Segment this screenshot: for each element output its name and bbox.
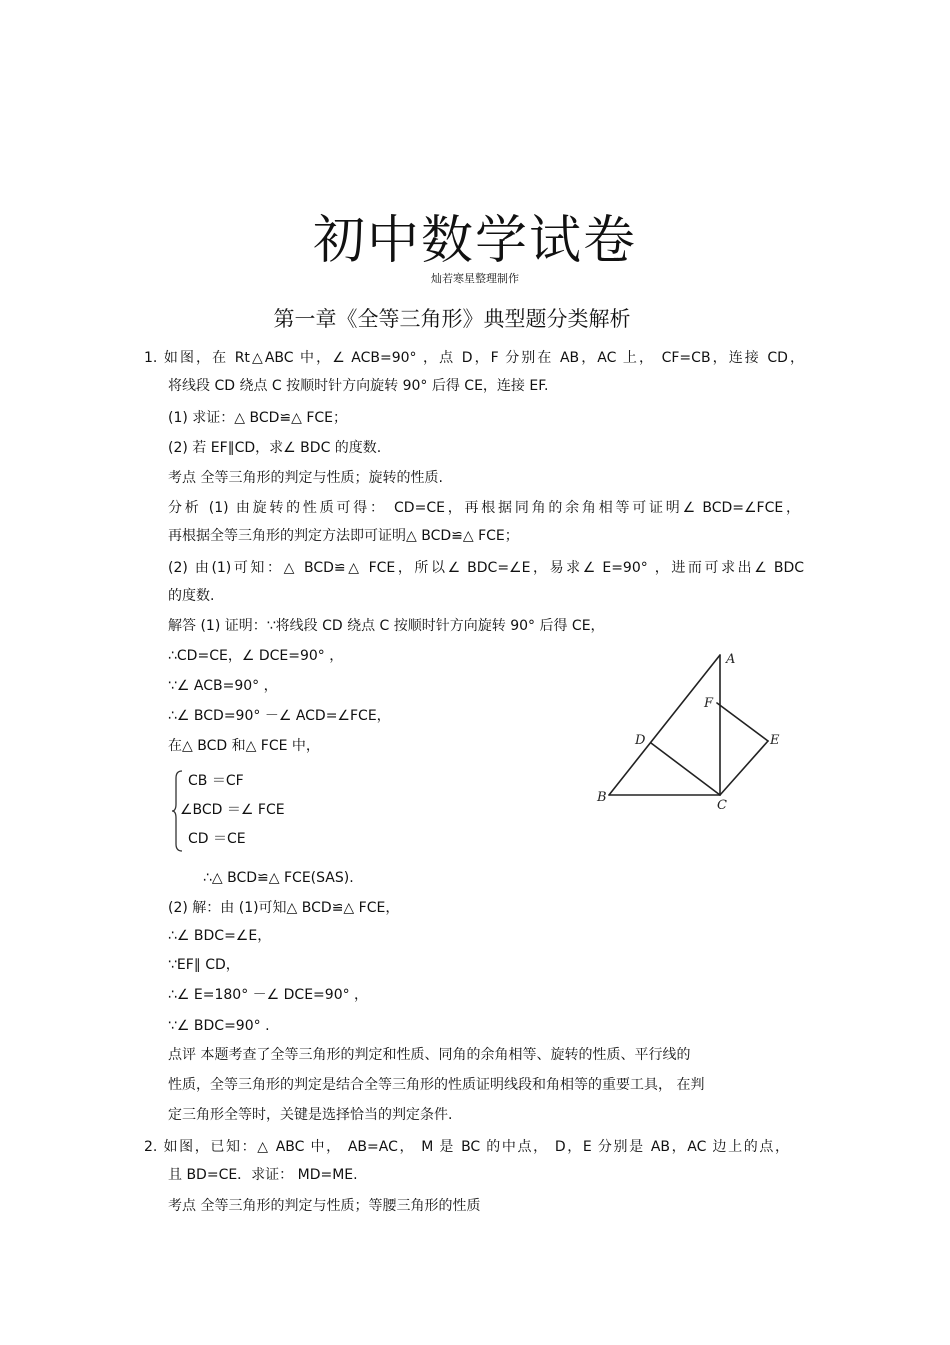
label-b: B [597, 790, 607, 805]
q1-jieda-line-3: ∵∠ ACB=90° ， [168, 678, 278, 694]
segment-ce [720, 741, 768, 795]
q1-stem-line-2: 将线段 CD 绕点 C 按顺时针方向旋转 90° 后得 CE，连接 EF. [168, 378, 549, 394]
q1-jieda-line-11: ∵∠ BDC=90° . [168, 1018, 270, 1034]
q1-jieda-line-6: ∴△ BCD≌△ FCE(SAS). [203, 870, 354, 886]
q1-jieda-line-10: ∴∠ E=180° －∠ DCE=90° ， [168, 987, 369, 1003]
q1-jieda-line-8: ∴∠ BDC=∠E， [168, 928, 272, 944]
system-line-3: CD ＝CE [188, 831, 246, 847]
q2-kaodian: 考点 全等三角形的判定与性质；等腰三角形的性质 [168, 1198, 481, 1214]
q2-stem-line-2: 且 BD=CE．求证： MD=ME. [168, 1167, 358, 1183]
segment-ab [609, 655, 720, 795]
label-a: A [726, 652, 736, 667]
label-c: C [717, 798, 727, 813]
page-title: 初中数学试卷 [312, 211, 637, 271]
system-line-2: ∠BCD ＝∠ FCE [180, 802, 285, 818]
q1-part-2: (2) 若 EF∥CD，求∠ BDC 的度数. [168, 440, 382, 456]
q1-jieda-line-7: (2) 解：由 (1)可知△ BCD≌△ FCE， [168, 900, 400, 916]
page-subtitle: 灿若寒星整理制作 [431, 272, 519, 285]
q1-jieda-line-1: 解答 (1) 证明：∵将线段 CD 绕点 C 按顺时针方向旋转 90° 后得 CE， [168, 618, 605, 634]
q1-fenxi-line-2: 再根据全等三角形的判定方法即可证明△ BCD≌△ FCE； [168, 528, 519, 544]
label-d: D [635, 733, 646, 748]
q1-jieda-line-4: ∴∠ BCD=90° －∠ ACD=∠FCE， [168, 708, 391, 724]
q1-dianping-line-3: 定三角形全等时，关键是选择恰当的判定条件. [168, 1107, 453, 1123]
geometry-figure [593, 645, 793, 813]
q1-jieda-line-9: ∵EF∥ CD， [168, 957, 240, 973]
q1-kaodian: 考点 全等三角形的判定与性质；旋转的性质. [168, 470, 443, 486]
q1-jieda-line-5: 在△ BCD 和△ FCE 中， [168, 738, 320, 754]
q1-dianping-line-2: 性质，全等三角形的判定是结合全等三角形的性质证明线段和角相等的重要工具， 在判 [168, 1077, 705, 1093]
chapter-heading: 第一章《全等三角形》典型题分类解析 [273, 307, 631, 331]
segment-fe [717, 703, 768, 741]
segment-dc [651, 743, 720, 795]
q1-fenxi-line-1: 分析 (1) 由旋转的性质可得： CD=CE，再根据同角的余角相等可证明∠ BCD=∠FCE， [168, 500, 800, 516]
label-f: F [704, 696, 714, 711]
q1-dianping-line-1: 点评 本题考查了全等三角形的判定和性质、同角的余角相等、旋转的性质、平行线的 [168, 1047, 691, 1063]
q1-jieda-line-2: ∴CD=CE，∠ DCE=90° ， [168, 648, 344, 664]
system-line-1: CB ＝CF [188, 773, 244, 789]
q1-fenxi-line-4: 的度数. [168, 588, 215, 604]
label-e: E [770, 733, 780, 748]
q1-part-1: (1) 求证：△ BCD≌△ FCE； [168, 410, 348, 426]
q2-stem-line-1: 2. 如图，已知：△ ABC 中， AB=AC， M 是 BC 的中点， D，E 分别是 AB，AC 边上的点， [144, 1139, 789, 1155]
q1-fenxi-line-3: (2) 由(1)可知：△ BCD≌△ FCE，所以∠ BDC=∠E，易求∠ E=90° ，进而可求出∠ BDC [168, 560, 804, 576]
q1-stem-line-1: 1. 如图，在 Rt△ABC 中，∠ ACB=90° ，点 D，F 分别在 AB，AC 上， CF=CB，连接 CD， [144, 350, 804, 366]
